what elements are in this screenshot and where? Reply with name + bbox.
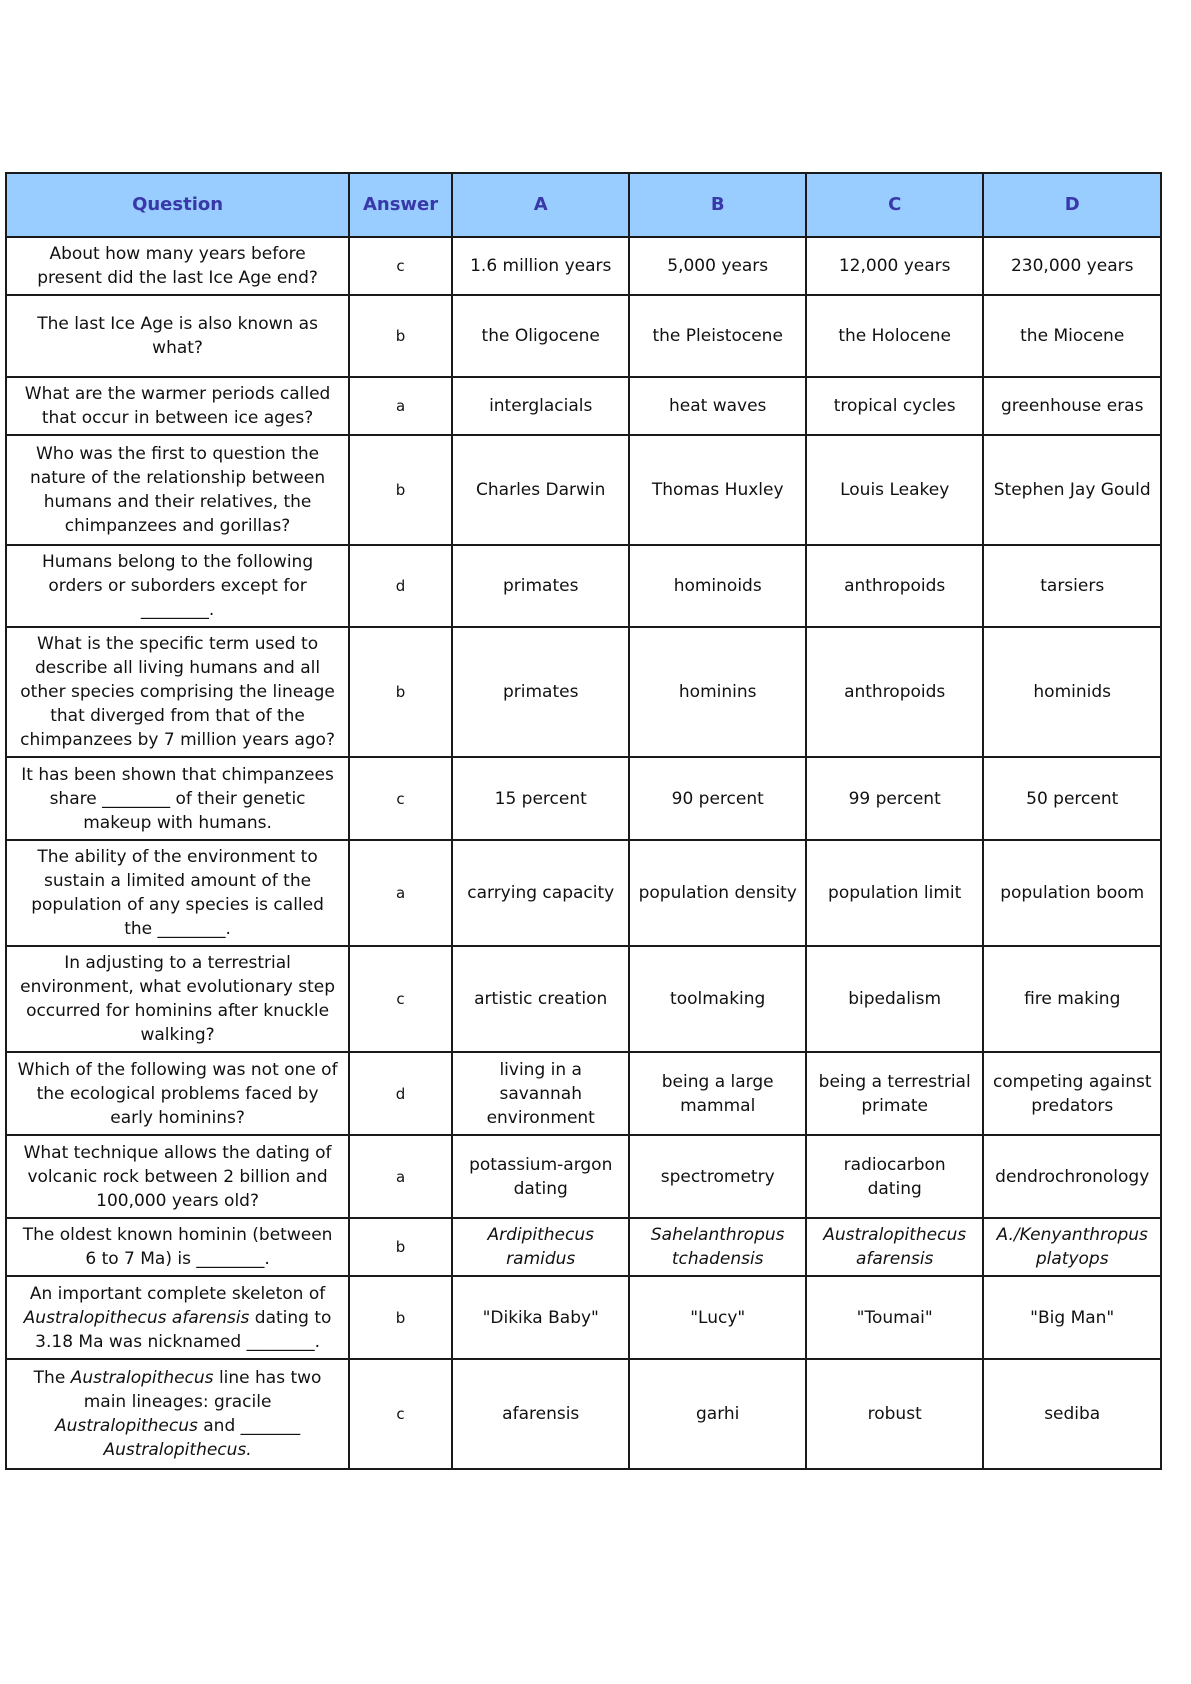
option-text: the Holocene [838,326,951,346]
option-text: competing against predators [992,1071,1152,1116]
option-text: dendrochronology [995,1166,1150,1187]
option-text: 99 percent [848,788,941,809]
option-text: 1.6 million years [470,256,612,276]
question-text: Australopithecus. [103,1440,252,1460]
answer-cell: b [349,295,452,377]
option-a-cell [452,1218,630,1276]
option-a-cell [452,1359,630,1469]
option-text: tropical cycles [833,396,956,416]
option-text: "Lucy" [690,1307,746,1328]
question-cell [6,627,349,757]
quiz-table [5,172,1162,1470]
option-text: 90 percent [671,788,764,809]
option-b-cell [629,627,805,757]
table-row [6,1218,1161,1276]
option-b-cell [629,1218,805,1276]
question-cell [6,377,349,435]
option-text: the Pleistocene [652,326,783,346]
option-text: anthropoids [844,576,946,596]
table-row [6,946,1161,1052]
table-row [6,757,1161,840]
option-text: "Toumai" [856,1307,933,1328]
option-a-cell [452,1052,630,1135]
option-c-cell [806,840,984,946]
option-text: hominoids [673,576,762,596]
table-row [6,1135,1161,1218]
question-text: An important complete skeleton of [29,1283,326,1304]
option-d-cell [983,237,1161,295]
option-d-cell [983,627,1161,757]
question-text: The ability of the environment to sustain a limited amount of the population of any species is called the ________. [31,847,324,939]
option-text: Sahelanthropus tchadensis [650,1225,785,1269]
option-c-cell [806,237,984,295]
option-text: afarensis [502,1404,580,1424]
option-b-cell [629,1276,805,1359]
option-text: bipedalism [848,989,942,1009]
question-text: dating to 3.18 Ma was nicknamed ________. [35,1307,332,1352]
option-d-cell [983,1052,1161,1135]
option-d-cell [983,377,1161,435]
option-text: hominids [1033,682,1112,702]
option-b-cell [629,435,805,545]
question-text: Australopithecus [70,1368,214,1388]
answer-cell: a [349,840,452,946]
question-cell [6,1276,349,1359]
option-d-cell [983,840,1161,946]
question-cell [6,1359,349,1469]
question-text: What is the specific term used to describe all living humans and all other species comprising the lineage that diverged from that of the chimpanzees by 7 million years ago? [20,634,335,750]
option-c-cell [806,627,984,757]
option-text: heat waves [668,396,767,416]
answer-cell: b [349,627,452,757]
option-text: population limit [828,883,962,903]
question-text: In adjusting to a terrestrial environment, what evolutionary step occurred for hominins after knuckle walking? [20,953,335,1045]
option-c-cell [806,545,984,627]
option-a-cell [452,1276,630,1359]
table-row [6,435,1161,545]
header-row [6,173,1161,237]
question-cell [6,1052,349,1135]
question-cell [6,545,349,627]
option-a-cell [452,545,630,627]
answer-cell: a [349,1135,452,1218]
answer-cell: b [349,1276,452,1359]
option-d-cell [983,1135,1161,1218]
option-a-cell [452,435,630,545]
table-row [6,545,1161,627]
option-text: the Miocene [1020,326,1125,346]
question-text: The [33,1368,71,1388]
question-text: What technique allows the dating of volcanic rock between 2 billion and 100,000 years old? [23,1142,332,1211]
option-b-cell [629,1359,805,1469]
header-option-d: D [983,173,1161,237]
option-text: Australopithecus afarensis [823,1225,967,1269]
header-option-c: C [806,173,984,237]
option-text: toolmaking [670,989,766,1009]
header-answer: Answer [349,173,452,237]
option-text: Louis Leakey [840,480,950,500]
option-a-cell [452,627,630,757]
option-c-cell [806,1359,984,1469]
option-text: being a terrestrial primate [818,1071,971,1116]
option-a-cell [452,946,630,1052]
option-text: sediba [1044,1404,1101,1424]
answer-cell: b [349,435,452,545]
option-text: interglacials [489,396,593,416]
option-text: Thomas Huxley [651,480,784,500]
header-question: Question [6,173,349,237]
answer-cell: c [349,1359,452,1469]
option-text: 230,000 years [1010,256,1134,276]
option-d-cell [983,1218,1161,1276]
option-a-cell [452,237,630,295]
option-text: A./Kenyanthropus platyops [996,1225,1148,1269]
option-d-cell [983,295,1161,377]
question-text: Australopithecus [54,1416,198,1436]
option-text: anthropoids [844,682,946,702]
question-text: Humans belong to the following orders or suborders except for ________. [42,552,314,620]
option-d-cell [983,545,1161,627]
question-cell [6,1218,349,1276]
quiz-body [6,237,1161,1469]
option-c-cell [806,757,984,840]
question-text: The last Ice Age is also known as what? [37,314,318,358]
table-row [6,1276,1161,1359]
option-text: 15 percent [494,788,587,809]
option-c-cell [806,1276,984,1359]
table-row [6,627,1161,757]
option-c-cell [806,295,984,377]
option-d-cell [983,1276,1161,1359]
option-b-cell [629,1135,805,1218]
option-b-cell [629,545,805,627]
option-text: greenhouse eras [1000,396,1144,416]
option-a-cell [452,757,630,840]
option-text: robust [867,1404,922,1424]
option-d-cell [983,757,1161,840]
option-c-cell [806,1218,984,1276]
answer-cell: b [349,1218,452,1276]
option-text: tarsiers [1040,576,1105,596]
table-row [6,1359,1161,1469]
question-cell [6,237,349,295]
option-c-cell [806,946,984,1052]
option-b-cell [629,377,805,435]
option-text: the Oligocene [481,326,600,346]
option-text: "Big Man" [1030,1307,1115,1328]
option-text: spectrometry [660,1166,775,1187]
option-text: fire making [1024,989,1121,1009]
question-text: Australopithecus afarensis [23,1307,250,1328]
option-text: hominins [678,682,757,702]
table-row [6,295,1161,377]
option-b-cell [629,946,805,1052]
option-b-cell [629,840,805,946]
option-c-cell [806,435,984,545]
option-a-cell [452,377,630,435]
question-text: Who was the first to question the nature of the relationship between humans and their relatives, the chimpanzees and gorillas? [30,444,326,536]
header-option-a: A [452,173,630,237]
option-text: carrying capacity [467,883,615,903]
option-text: Charles Darwin [476,480,606,500]
option-b-cell [629,295,805,377]
question-cell [6,295,349,377]
option-text: Ardipithecus ramidus [487,1225,594,1269]
option-text: "Dikika Baby" [482,1307,599,1328]
option-text: potassium-argon dating [469,1154,613,1199]
answer-cell: a [349,377,452,435]
answer-cell: c [349,757,452,840]
answer-cell: d [349,1052,452,1135]
option-text: being a large mammal [661,1071,774,1116]
option-text: population boom [1000,883,1145,903]
option-text: living in a savannah environment [486,1059,595,1128]
answer-cell: d [349,545,452,627]
option-text: garhi [696,1404,740,1424]
question-cell [6,1135,349,1218]
question-text: About how many years before present did the last Ice Age end? [37,244,318,288]
question-text: What are the warmer periods called that occur in between ice ages? [24,384,331,428]
question-text: The oldest known hominin (between 6 to 7 Ma) is ________. [22,1225,333,1269]
question-text: line has two main lineages: gracile [83,1368,322,1412]
option-c-cell [806,1135,984,1218]
question-text: and _______ [197,1416,301,1436]
option-a-cell [452,1135,630,1218]
option-text: artistic creation [474,989,608,1009]
option-d-cell [983,946,1161,1052]
option-c-cell [806,377,984,435]
option-b-cell [629,757,805,840]
option-text: 50 percent [1026,788,1119,809]
option-text: 12,000 years [838,256,951,276]
option-text: radiocarbon dating [843,1154,946,1199]
table-row [6,377,1161,435]
option-b-cell [629,1052,805,1135]
question-cell [6,840,349,946]
question-text: Which of the following was not one of the ecological problems faced by early hominins? [17,1059,338,1128]
answer-cell: c [349,237,452,295]
option-text: population density [638,883,797,903]
option-c-cell [806,1052,984,1135]
table-row [6,1052,1161,1135]
option-a-cell [452,840,630,946]
option-a-cell [452,295,630,377]
question-cell [6,946,349,1052]
option-text: 5,000 years [667,256,769,276]
answer-cell: c [349,946,452,1052]
table-row [6,840,1161,946]
option-text: Stephen Jay Gould [993,480,1151,500]
option-text: primates [502,576,579,596]
header-option-b: B [629,173,805,237]
option-d-cell [983,435,1161,545]
option-text: primates [502,682,579,702]
question-text: It has been shown that chimpanzees share ________ of their genetic makeup with humans. [21,764,334,833]
table-row [6,237,1161,295]
option-b-cell [629,237,805,295]
option-d-cell [983,1359,1161,1469]
question-cell [6,757,349,840]
question-cell [6,435,349,545]
